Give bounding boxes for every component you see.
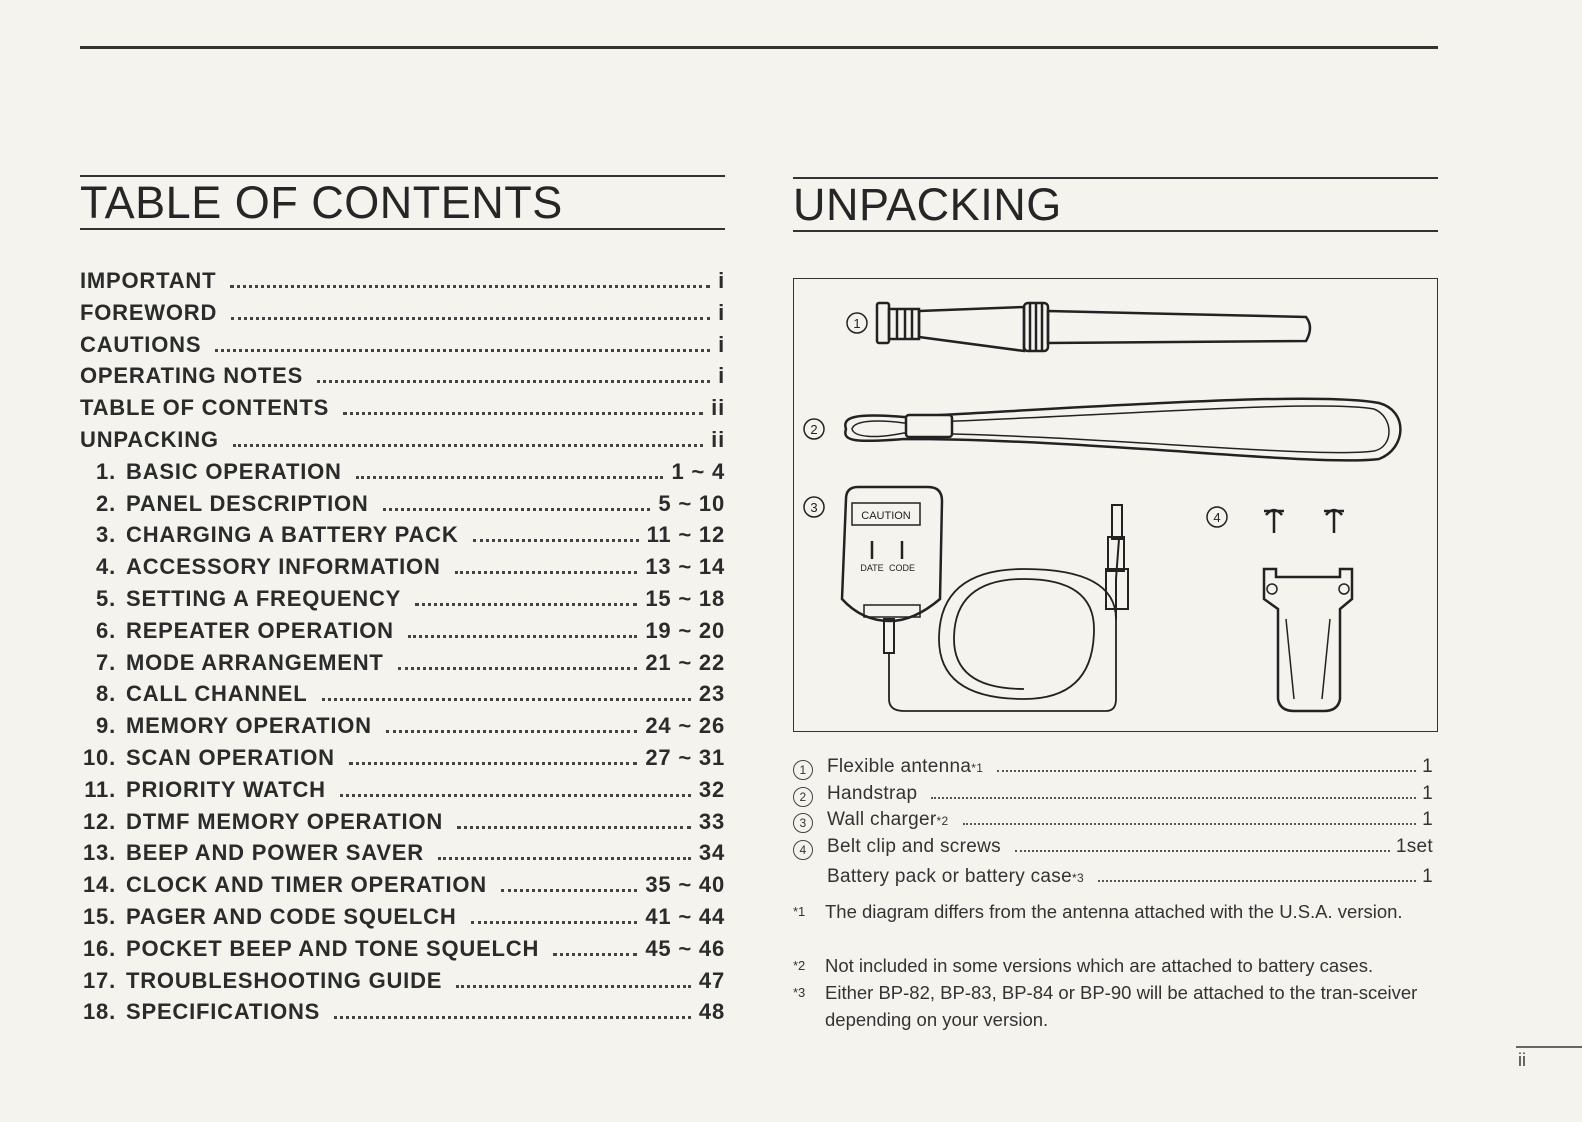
item-dot-leader [997, 770, 1416, 772]
unpacking-item [793, 756, 1433, 782]
charger-date-label: DATE [860, 563, 884, 573]
item-footnote-mark: *2 [936, 814, 949, 828]
toc-dot-leader [343, 412, 703, 415]
toc-dot-leader [356, 476, 664, 479]
toc-entry-label: BASIC OPERATION [126, 458, 342, 484]
unpacking-section [793, 0, 1438, 1122]
unpacking-item [793, 862, 1433, 888]
toc-dot-leader [456, 985, 691, 988]
item-quantity: 1 [1422, 782, 1433, 804]
toc-entry [80, 681, 725, 711]
accessory-diagram [793, 278, 1438, 732]
toc-entry-number: 2. [96, 490, 116, 516]
toc-entry [80, 618, 725, 648]
toc-entry-page: i [718, 268, 725, 293]
toc-dot-leader [317, 380, 710, 383]
charger-code-label: CODE [888, 563, 916, 573]
toc-entry-page: 13 ~ 14 [645, 554, 725, 580]
item-dot-leader [1098, 880, 1416, 882]
toc-entry-page: 21 ~ 22 [645, 649, 725, 675]
toc-dot-leader [398, 667, 638, 670]
toc-entry-label: SPECIFICATIONS [126, 999, 321, 1025]
belt-clip-drawing [1207, 507, 1352, 711]
toc-title-rule-bottom [80, 228, 725, 230]
toc-entry-label: POCKET BEEP AND TONE SQUELCH [126, 935, 540, 961]
item-quantity: 1 [1422, 866, 1433, 887]
toc-dot-leader [471, 921, 638, 924]
callout-1: 1 [853, 316, 861, 331]
toc-entry-label: ACCESSORY INFORMATION [126, 554, 441, 580]
callout-4: 4 [1213, 510, 1221, 525]
toc-dot-leader [438, 857, 691, 860]
toc-entry-label: DTMF MEMORY OPERATION [126, 808, 444, 834]
toc-entry [80, 522, 725, 552]
toc-dot-leader [415, 603, 637, 606]
toc-entry-label: TABLE OF CONTENTS [80, 395, 330, 421]
toc-entry [80, 840, 725, 870]
footnote [793, 952, 1438, 979]
footnote [793, 898, 1438, 925]
toc-dot-leader [386, 730, 638, 733]
toc-entry-label: MODE ARRANGEMENT [126, 649, 384, 675]
toc-dot-leader [553, 953, 637, 956]
page-number: ii [1518, 1050, 1526, 1070]
toc-dot-leader [230, 285, 710, 288]
toc-entry [80, 809, 725, 839]
page-number-rule [1516, 1046, 1582, 1048]
toc-section [80, 0, 725, 1122]
footnote-mark: *3 [793, 985, 806, 1000]
toc-entry-page: ii [711, 395, 725, 421]
toc-entry-label: UNPACKING [80, 427, 219, 452]
unpacking-item [793, 783, 1433, 809]
toc-entry-number: 16. [83, 935, 116, 961]
toc-entry-number: 12. [83, 808, 116, 834]
item-dot-leader [931, 797, 1416, 799]
toc-dot-leader [349, 762, 638, 765]
toc-entry-number: 18. [83, 999, 116, 1025]
toc-entry-page: 24 ~ 26 [645, 713, 725, 739]
toc-entry-label: CAUTIONS [80, 331, 202, 357]
toc-entry-page: 23 [698, 681, 725, 707]
toc-entry-number: 10. [83, 745, 116, 770]
toc-entry-page: 48 [698, 999, 725, 1025]
toc-entry [80, 268, 725, 298]
toc-dot-leader [233, 444, 703, 447]
toc-entry [80, 999, 725, 1029]
toc-entry [80, 650, 725, 680]
item-footnote-mark: *3 [1071, 871, 1084, 885]
toc-dot-leader [473, 539, 639, 542]
toc-dot-leader [383, 508, 651, 511]
toc-entry-page: 19 ~ 20 [645, 617, 725, 643]
charger-caution-label: CAUTION [861, 510, 911, 522]
toc-entry-number: 14. [83, 872, 116, 898]
antenna-drawing [847, 303, 1310, 351]
toc-entry-page: ii [711, 427, 725, 452]
toc-entry [80, 395, 725, 425]
item-quantity: 1 [1422, 756, 1433, 777]
footnote-text: The diagram differs from the antenna attached with the U.S.A. version. [825, 901, 1403, 922]
toc-entry [80, 300, 725, 330]
item-marker: 3 [793, 813, 813, 833]
toc-entry-page: 33 [698, 808, 725, 834]
toc-entry [80, 363, 725, 393]
wall-charger-drawing [804, 487, 1128, 711]
toc-entry-page: 11 ~ 12 [646, 522, 725, 548]
toc-entry-number: 15. [83, 904, 116, 929]
toc-entry [80, 745, 725, 775]
toc-entry-page: i [718, 331, 725, 357]
toc-entry-label: SCAN OPERATION [126, 745, 335, 770]
toc-entry-page: 41 ~ 44 [645, 904, 725, 929]
item-label: Battery pack or battery case [827, 866, 1072, 887]
toc-entry-label: CHARGING A BATTERY PACK [126, 522, 459, 548]
handstrap-drawing [804, 399, 1400, 461]
item-quantity: 1set [1395, 835, 1433, 857]
toc-entry-number: 3. [96, 522, 116, 548]
toc-entry-page: 47 [698, 967, 725, 993]
toc-entry-label: PAGER AND CODE SQUELCH [126, 904, 457, 929]
unpacking-title-rule-bottom [793, 230, 1438, 232]
footnote-mark: *1 [793, 904, 806, 919]
accessory-illustration [794, 279, 1437, 731]
toc-entry [80, 713, 725, 743]
item-dot-leader [963, 823, 1417, 825]
footnote-text: Not included in some versions which are attached to battery cases. [825, 955, 1374, 976]
toc-entry-number: 9. [96, 713, 116, 739]
toc-entry-label: CLOCK AND TIMER OPERATION [126, 872, 487, 898]
toc-entry-page: 45 ~ 46 [645, 935, 725, 961]
toc-entry-number: 4. [96, 554, 116, 580]
toc-entry [80, 968, 725, 998]
toc-title: TABLE OF CONTENTS [80, 177, 563, 228]
item-footnote-mark: *1 [971, 761, 984, 775]
toc-entry [80, 554, 725, 584]
toc-entry-page: 5 ~ 10 [658, 490, 725, 516]
toc-entry-number: 5. [96, 586, 116, 611]
toc-entry [80, 491, 725, 521]
toc-entry-label: PANEL DESCRIPTION [126, 490, 369, 516]
toc-entry-number: 8. [96, 681, 116, 707]
toc-entry-label: OPERATING NOTES [80, 363, 304, 389]
toc-dot-leader [334, 1016, 691, 1019]
unpacking-item [793, 836, 1433, 862]
toc-entry-number: 6. [96, 617, 116, 643]
unpacking-item [793, 809, 1433, 835]
toc-dot-leader [455, 571, 638, 574]
toc-dot-leader [215, 349, 710, 352]
toc-entry-page: 32 [698, 776, 725, 802]
toc-entry [80, 936, 725, 966]
toc-entry [80, 872, 725, 902]
toc-dot-leader [322, 698, 691, 701]
toc-entry-number: 17. [83, 967, 116, 993]
item-dot-leader [1015, 850, 1390, 852]
toc-entry-label: BEEP AND POWER SAVER [126, 840, 424, 866]
toc-entry-page: 1 ~ 4 [671, 458, 725, 484]
item-marker: 1 [793, 760, 813, 780]
item-marker: 4 [793, 840, 813, 860]
callout-3: 3 [810, 500, 818, 515]
toc-entry [80, 777, 725, 807]
toc-entry-page: 15 ~ 18 [645, 586, 725, 611]
toc-dot-leader [457, 826, 691, 829]
toc-entry-page: 35 ~ 40 [645, 872, 725, 898]
toc-entry [80, 904, 725, 934]
footnote-mark: *2 [793, 958, 806, 973]
unpacking-title: UNPACKING [793, 179, 1062, 230]
toc-dot-leader [408, 635, 638, 638]
toc-entry-label: PRIORITY WATCH [126, 776, 326, 802]
item-quantity: 1 [1422, 809, 1433, 830]
toc-dot-leader [501, 889, 637, 892]
toc-entry-number: 1. [96, 458, 116, 484]
toc-entry-label: REPEATER OPERATION [126, 617, 394, 643]
toc-entry-label: FOREWORD [80, 299, 218, 325]
toc-entry-number: 13. [83, 840, 116, 866]
toc-dot-leader [231, 317, 710, 320]
footnote-text: Either BP-82, BP-83, BP-84 or BP-90 will be attached to the tran-sceiver depending on your version. [825, 982, 1418, 1030]
toc-entry-number: 11. [84, 776, 116, 802]
toc-entry-page: 34 [698, 840, 725, 866]
item-label: Belt clip and screws [827, 835, 1001, 857]
item-marker: 2 [793, 787, 813, 807]
toc-entry [80, 586, 725, 616]
toc-entry-label: TROUBLESHOOTING GUIDE [126, 967, 443, 993]
toc-entry [80, 459, 725, 489]
toc-entry [80, 427, 725, 457]
toc-entry-label: SETTING A FREQUENCY [126, 586, 402, 611]
toc-dot-leader [340, 794, 691, 797]
toc-entry-page: i [718, 363, 725, 389]
footnote [793, 979, 1438, 1033]
toc-entry-page: 27 ~ 31 [645, 745, 725, 770]
toc-entry [80, 332, 725, 362]
callout-2: 2 [810, 422, 818, 437]
item-label: Flexible antenna [827, 756, 972, 777]
toc-entry-number: 7. [96, 649, 116, 675]
toc-entry-label: IMPORTANT [80, 268, 217, 293]
item-label: Wall charger [827, 809, 937, 830]
toc-entry-label: CALL CHANNEL [126, 681, 308, 707]
toc-entry-page: i [718, 299, 725, 325]
item-label: Handstrap [827, 782, 918, 804]
toc-entry-label: MEMORY OPERATION [126, 713, 372, 739]
